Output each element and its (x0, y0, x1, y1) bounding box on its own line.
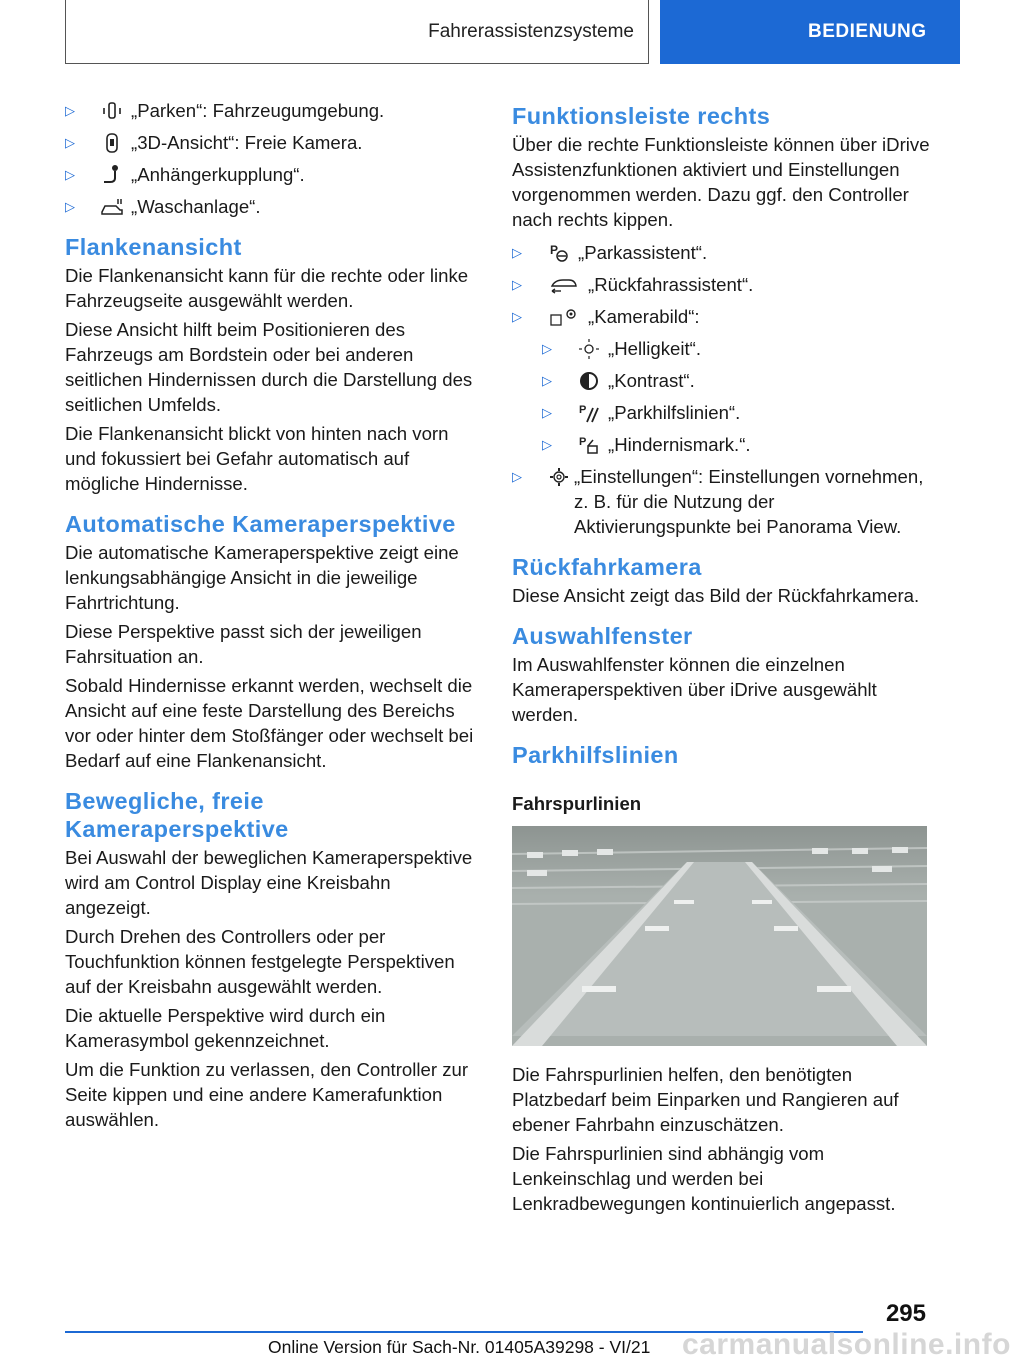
flank-heading: Flankenansicht (65, 234, 242, 260)
parking-lines-icon (570, 402, 608, 424)
list-item (65, 194, 480, 219)
3d-view-icon (93, 132, 131, 154)
rear-paragraph: Diese Ansicht zeigt das Bild der Rückfahrkamera. (512, 585, 920, 606)
bullet-triangle-icon: ▷ (542, 405, 552, 420)
settings-gear-icon (540, 466, 578, 488)
auto-paragraph-2: Diese Perspektive passt sich der jeweiligen Fahrsituation an. (65, 621, 422, 667)
bullet-text: „Parkassistent“. (578, 242, 708, 263)
bullet-text: „Anhängerkupplung“. (131, 164, 305, 185)
reverse-assist-icon (540, 274, 588, 296)
auto-paragraph-1: Die automatische Kameraperspektive zeigt eine lenkungsabhängige Ansicht in die jeweilige Fahrtrichtung. (65, 542, 459, 613)
camera-image-submenu (542, 336, 930, 457)
list-item (512, 464, 930, 539)
select-paragraph: Im Auswahlfenster können die einzelnen Kameraperspektiven über iDrive ausgewählt werden. (512, 654, 877, 725)
bullet-text: „Parken“: Fahrzeugumgebung. (131, 100, 385, 121)
select-heading: Auswahlfenster (512, 623, 693, 649)
flank-paragraph-3: Die Flankenansicht blickt von hinten nach vorn und fokussiert bei Gefahr automatisch auf mögliche Hindernisse. (65, 423, 449, 494)
trailer-hitch-icon (93, 164, 131, 186)
bullet-triangle-icon: ▷ (542, 373, 552, 388)
bullet-text: „Helligkeit“. (608, 338, 701, 359)
bullet-text: „Kontrast“. (608, 370, 695, 391)
obstacle-marking-icon (570, 434, 608, 456)
func-paragraph: Über die rechte Funktionsleiste können über iDrive Assistenzfunktionen aktiviert und Einstellungen vorgenommen werden. Dazu ggf. den Controller nach rechts kippen. (512, 134, 930, 230)
bullet-triangle-icon: ▷ (65, 199, 75, 214)
flank-paragraph-2: Diese Ansicht hilft beim Positionieren des Fahrzeugs am Bordstein oder bei anderen seitlichen Hindernissen durch die Darstellung des seitlichen Umfelds. (65, 319, 473, 415)
park-view-icon (93, 100, 131, 122)
func-heading: Funktionsleiste rechts (512, 103, 771, 129)
list-item (542, 368, 930, 393)
header-chapter-tab (660, 0, 960, 64)
list-item (542, 400, 930, 425)
list-item (65, 130, 480, 155)
bullet-triangle-icon: ▷ (512, 309, 522, 324)
bullet-text: „Waschanlage“. (131, 196, 261, 217)
svg-text:P: P (579, 435, 587, 448)
bullet-text: „3D-Ansicht“: Freie Kamera. (131, 132, 363, 153)
bullet-triangle-icon: ▷ (65, 103, 75, 118)
header-chapter-title: BEDIENUNG (808, 21, 927, 42)
svg-text:P: P (550, 242, 559, 257)
rear-heading: Rückfahrkamera (512, 554, 702, 580)
contrast-icon (570, 370, 608, 392)
car-wash-icon (93, 196, 131, 218)
watermark: carmanualsonline.info (682, 1328, 1011, 1361)
page-number: 295 (885, 1300, 926, 1327)
list-item (512, 240, 930, 265)
svg-text:P: P (579, 403, 587, 416)
lines-paragraph-1: Die Fahrspurlinien helfen, den benötigten Platzbedarf beim Einparken und Rangieren auf ebener Fahrbahn einzuschätzen. (512, 1064, 899, 1135)
lines-paragraph-2: Die Fahrspurlinien sind abhängig vom Lenkeinschlag und werden bei Lenkradbewegungen kontinuierlich angepasst. (512, 1143, 896, 1214)
bullet-triangle-icon: ▷ (65, 167, 75, 182)
lines-heading: Parkhilfslinien (512, 742, 679, 768)
bullet-text: „Einstellungen“: Einstellungen vornehmen, z. B. für die Nutzung der Aktivierungspunkte bei Panorama View. (574, 466, 924, 537)
lines-subheading: Fahrspurlinien (512, 793, 642, 814)
bullet-text: „Rückfahrassistent“. (588, 274, 754, 295)
footer-online-version: Online Version für Sach-Nr. 01405A39298 - VI/21 (268, 1337, 651, 1357)
bullet-triangle-icon: ▷ (512, 469, 522, 484)
free-paragraph-1: Bei Auswahl der beweglichen Kameraperspektive wird am Control Display eine Kreisbahn angezeigt. (65, 847, 473, 918)
flank-paragraph-1: Die Flankenansicht kann für die rechte oder linke Fahrzeugseite ausgewählt werden. (65, 265, 469, 311)
list-item (512, 272, 930, 297)
list-item (512, 304, 930, 329)
bullet-triangle-icon: ▷ (512, 245, 522, 260)
lane-lines-figure (512, 826, 927, 1046)
bullet-triangle-icon: ▷ (542, 437, 552, 452)
left-column (65, 98, 480, 1136)
bullet-text: „Parkhilfslinien“. (608, 402, 741, 423)
bullet-text: „Hindernismark.“. (608, 434, 751, 455)
list-item (542, 432, 930, 457)
park-assist-icon (540, 242, 578, 264)
auto-heading: Automatische Kameraperspektive (65, 511, 456, 537)
bullet-text: „Kamerabild“: (588, 306, 700, 327)
bullet-triangle-icon: ▷ (65, 135, 75, 150)
auto-paragraph-3: Sobald Hindernisse erkannt werden, wechselt die Ansicht auf eine feste Darstellung des Bereichs vor oder hinter dem Stoßfänger oder wechselt bei Bedarf auf eine Flankenansicht. (65, 675, 474, 771)
free-heading: Bewegliche, freie Kameraperspektive (65, 788, 289, 842)
header-section-title: Fahrerassistenzsysteme (428, 20, 634, 42)
free-paragraph-4: Um die Funktion zu verlassen, den Controller zur Seite kippen und eine andere Kamerafunktion auswählen. (65, 1059, 469, 1130)
bullet-triangle-icon: ▷ (512, 277, 522, 292)
camera-image-icon (540, 306, 588, 328)
bullet-triangle-icon: ▷ (542, 341, 552, 356)
free-paragraph-3: Die aktuelle Perspektive wird durch ein Kamerasymbol gekennzeichnet. (65, 1005, 386, 1051)
free-paragraph-2: Durch Drehen des Controllers oder per Touchfunktion können festgelegte Perspektiven auf der Kreisbahn ausgewählt werden. (65, 926, 455, 997)
right-column (512, 98, 930, 1220)
header-section-tab (65, 0, 649, 64)
list-item (65, 98, 480, 123)
brightness-icon (570, 338, 608, 360)
list-item (65, 162, 480, 187)
list-item (542, 336, 930, 361)
